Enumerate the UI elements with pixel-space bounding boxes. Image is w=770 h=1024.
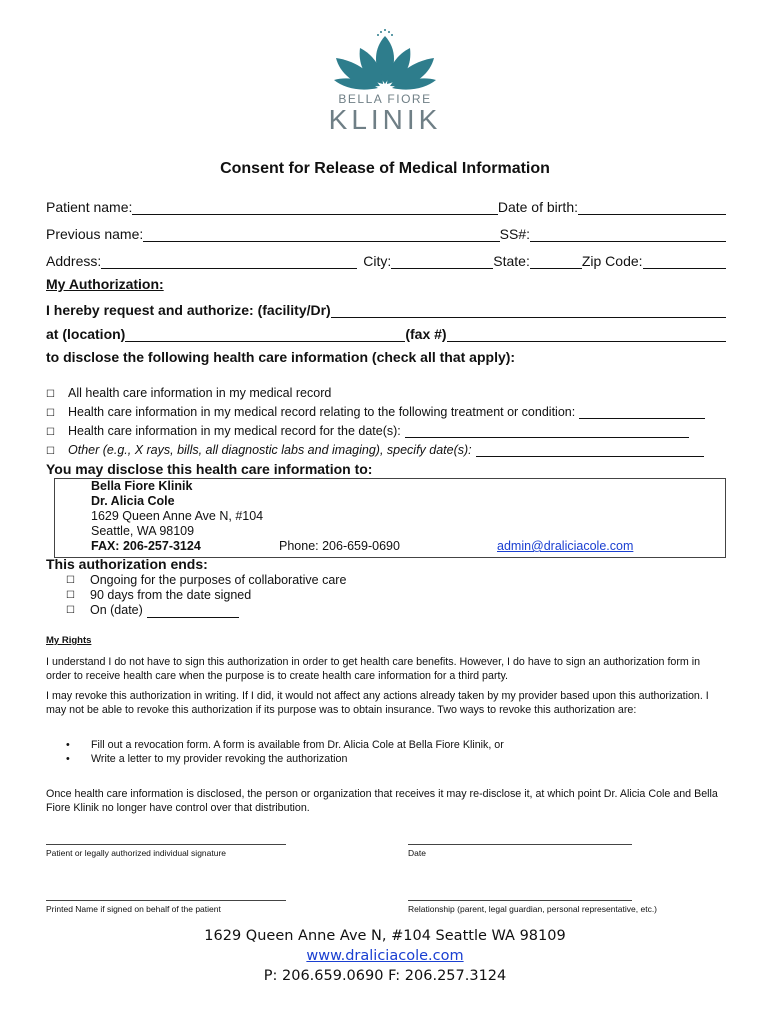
info-option[interactable] xyxy=(46,381,726,400)
brand-line-1: BELLA FIORE xyxy=(338,92,432,106)
address-label: Address: xyxy=(46,253,102,269)
bullet-icon: • xyxy=(66,752,70,765)
condition-field[interactable] xyxy=(579,407,705,419)
recipient-city: Seattle, WA 98109 xyxy=(91,524,195,538)
city-label: City: xyxy=(363,253,392,269)
checkbox-icon[interactable]: ☐ xyxy=(66,575,75,586)
ends-option[interactable] xyxy=(66,573,346,588)
list-item xyxy=(66,739,504,753)
ends-option-label: 90 days from the date signed xyxy=(90,588,252,602)
page-title: Consent for Release of Medical Information xyxy=(220,160,550,177)
end-date-field[interactable] xyxy=(147,606,239,618)
ends-option[interactable] xyxy=(66,603,346,618)
ends-option-label: On (date) xyxy=(90,603,143,617)
fax-label: (fax #) xyxy=(405,326,447,342)
patient-name-label: Patient name: xyxy=(46,199,133,215)
dates-field[interactable] xyxy=(405,426,689,438)
info-options xyxy=(46,381,726,457)
rights-paragraph-1: I understand I do not have to sign this authorization in order to get health care benefits. However, I do have to sign an authorization form in order to receive health care when the purpose is to create health care information for a third party. xyxy=(46,656,701,682)
info-option-label: Other (e.g., X rays, bills, all diagnostic labs and imaging), specify date(s): xyxy=(68,443,472,457)
rights-heading: My Rights xyxy=(46,635,92,646)
disclose-label: to disclose the following health care information (check all that apply): xyxy=(46,349,516,365)
date-field[interactable] xyxy=(408,844,632,858)
ss-label: SS#: xyxy=(499,226,530,242)
previous-name-label: Previous name: xyxy=(46,226,144,242)
bullet-icon: • xyxy=(66,739,70,751)
location-row xyxy=(46,326,726,342)
recipient-phone: Phone: 206-659-0690 xyxy=(279,539,400,553)
checkbox-icon[interactable]: ☐ xyxy=(66,590,75,601)
zip-field[interactable] xyxy=(643,255,726,269)
recipient-heading: You may disclose this health care information to: xyxy=(46,461,373,477)
relationship-field[interactable] xyxy=(408,900,658,914)
footer-address: 1629 Queen Anne Ave N, #104 Seattle WA 98109 xyxy=(204,928,566,944)
clinic-logo xyxy=(322,28,448,138)
other-dates-field[interactable] xyxy=(476,445,704,457)
info-option[interactable] xyxy=(46,419,726,438)
previous-name-field[interactable] xyxy=(143,228,499,242)
patient-signature-field[interactable] xyxy=(46,844,286,858)
location-label: at (location) xyxy=(46,326,126,342)
request-row xyxy=(46,302,726,318)
printed-name-label: Printed Name if signed on behalf of the patient xyxy=(46,900,286,914)
ends-options xyxy=(66,573,346,618)
footer-phones: P: 206.659.0690 F: 206.257.3124 xyxy=(263,968,507,984)
date-label: Date xyxy=(408,844,632,858)
info-option[interactable] xyxy=(46,400,726,419)
brand-line-2: KLINIK xyxy=(328,104,442,135)
revoke-method-text: Fill out a revocation form. A form is available from Dr. Alicia Cole at Bella Fiore Klinik, or xyxy=(91,739,504,751)
address-row xyxy=(46,253,726,269)
fax-field[interactable] xyxy=(447,328,726,342)
ends-option-label: Ongoing for the purposes of collaborative care xyxy=(90,573,347,587)
revoke-method-text: Write a letter to my provider revoking the authorization xyxy=(91,752,348,765)
printed-name-field[interactable] xyxy=(46,900,286,914)
ss-field[interactable] xyxy=(530,228,726,242)
checkbox-icon[interactable]: ☐ xyxy=(46,446,55,457)
revoke-methods xyxy=(66,739,504,766)
checkbox-icon[interactable]: ☐ xyxy=(46,427,55,438)
ends-heading: This authorization ends: xyxy=(46,556,208,572)
checkbox-icon[interactable]: ☐ xyxy=(66,605,75,616)
relationship-label: Relationship (parent, legal guardian, personal representative, etc.) xyxy=(408,900,632,914)
patient-name-field[interactable] xyxy=(132,201,497,215)
info-option-label: Health care information in my medical record for the date(s): xyxy=(68,424,401,438)
list-item xyxy=(66,753,504,767)
recipient-box xyxy=(54,478,726,558)
recipient-email-link[interactable]: admin@draliciacole.com xyxy=(497,539,634,553)
lotus-icon xyxy=(330,28,440,92)
ends-option[interactable] xyxy=(66,588,346,603)
rights-paragraph-3: Once health care information is disclosed, the person or organization that receives it may re-disclose it, at which point Dr. Alicia Cole and Bella Fiore Klinik no longer have control over that distribution. xyxy=(46,788,718,814)
info-option-label: Health care information in my medical record relating to the following treatment or condition: xyxy=(68,405,576,419)
checkbox-icon[interactable]: ☐ xyxy=(46,389,55,400)
patient-signature-label: Patient or legally authorized individual signature xyxy=(46,844,286,858)
recipient-org: Bella Fiore Klinik xyxy=(91,479,193,493)
rights-paragraph-2: I may revoke this authorization in writing. If I did, it would not affect any actions already taken by my provider based upon this authorization. I may not be able to revoke this authorization if its purpose was to obtain insurance. Two ways to revoke this authorization are: xyxy=(46,690,709,716)
state-label: State: xyxy=(493,253,530,269)
request-label: I hereby request and authorize: (facility/Dr) xyxy=(46,302,331,318)
checkbox-icon[interactable]: ☐ xyxy=(46,408,55,419)
location-field[interactable] xyxy=(125,328,405,342)
address-field[interactable] xyxy=(101,255,357,269)
footer-website-link[interactable]: www.draliciacole.com xyxy=(306,948,464,964)
info-option-label: All health care information in my medical record xyxy=(68,386,332,400)
state-field[interactable] xyxy=(530,255,582,269)
facility-field[interactable] xyxy=(331,304,726,318)
patient-name-row xyxy=(46,199,726,215)
previous-name-row xyxy=(46,226,726,242)
recipient-doctor: Dr. Alicia Cole xyxy=(91,494,175,508)
city-field[interactable] xyxy=(391,255,493,269)
info-option[interactable] xyxy=(46,438,726,457)
dob-label: Date of birth: xyxy=(497,199,578,215)
dob-field[interactable] xyxy=(578,201,726,215)
recipient-fax: FAX: 206-257-3124 xyxy=(91,539,201,553)
recipient-contact-row xyxy=(91,539,725,554)
page-footer xyxy=(0,926,770,986)
recipient-street: 1629 Queen Anne Ave N, #104 xyxy=(91,509,264,523)
zip-label: Zip Code: xyxy=(581,253,643,269)
authorization-heading: My Authorization: xyxy=(46,276,164,292)
